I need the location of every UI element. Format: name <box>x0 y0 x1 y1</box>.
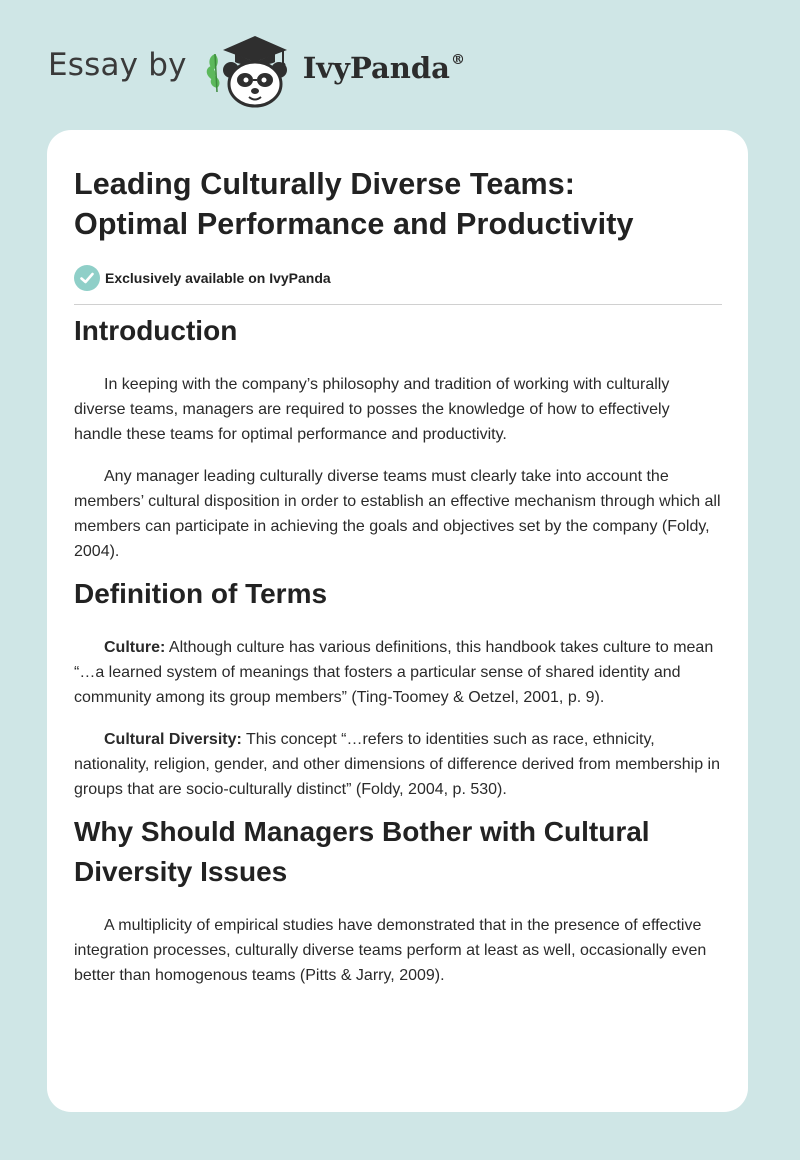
section-definition-of-terms <box>74 574 722 802</box>
site-header <box>48 30 465 110</box>
panda-graduate-icon[interactable] <box>201 30 297 110</box>
paragraph: In keeping with the company’s philosophy and tradition of working with culturally diverse teams, managers are required to posses the knowledge of how to effectively handle these teams for optimal performance and productivity. <box>74 376 670 443</box>
exclusive-badge <box>74 264 722 292</box>
registered-mark: ® <box>450 52 465 68</box>
divider <box>74 304 722 305</box>
essay-content <box>74 164 722 988</box>
term-cultural-diversity: Cultural Diversity: <box>104 731 242 748</box>
term-definition: This concept “…refers to identities such as race, ethnicity, nationality, religion, gender, and other dimensions of difference derived from membership in groups that are socio-culturally distinct” (Foldy, 2004, p. 530). <box>74 731 720 798</box>
paragraph: A multiplicity of empirical studies have demonstrated that in the presence of effective integration processes, culturally diverse teams perform at least as well, occasionally even better than homogenous teams (Pitts & Jarry, 2009). <box>74 917 707 984</box>
term-paragraph <box>74 727 722 802</box>
leaf-icon <box>206 54 219 92</box>
brand-name[interactable]: IvyPanda® <box>302 51 465 85</box>
essay-by-label: Essay by <box>48 47 187 83</box>
section-heading: Definition of Terms <box>74 578 328 609</box>
term-culture: Culture: <box>104 639 166 656</box>
essay-title: Leading Culturally Diverse Teams: Optimal Performance and Productivity <box>74 167 634 241</box>
paragraph: Any manager leading culturally diverse teams must clearly take into account the members’ cultural disposition in order to establish an effective mechanism through which all members can participate in achieving the goals and objectives set by the company (Foldy, 2004). <box>74 468 721 560</box>
section-introduction <box>74 311 722 564</box>
term-paragraph <box>74 635 722 710</box>
section-heading: Why Should Managers Bother with Cultural Diversity Issues <box>74 816 650 887</box>
term-definition: Although culture has various definitions, this handbook takes culture to mean “…a learned system of meanings that fosters a particular sense of shared identity and community among its group members” (Ting-Toomey & Oetzel, 2001, p. 9). <box>74 639 714 706</box>
section-heading: Introduction <box>74 315 238 346</box>
section-why-managers-bother <box>74 812 722 988</box>
check-icon <box>74 265 100 291</box>
exclusive-label: Exclusively available on IvyPanda <box>105 270 331 286</box>
essay-card <box>47 130 748 1112</box>
